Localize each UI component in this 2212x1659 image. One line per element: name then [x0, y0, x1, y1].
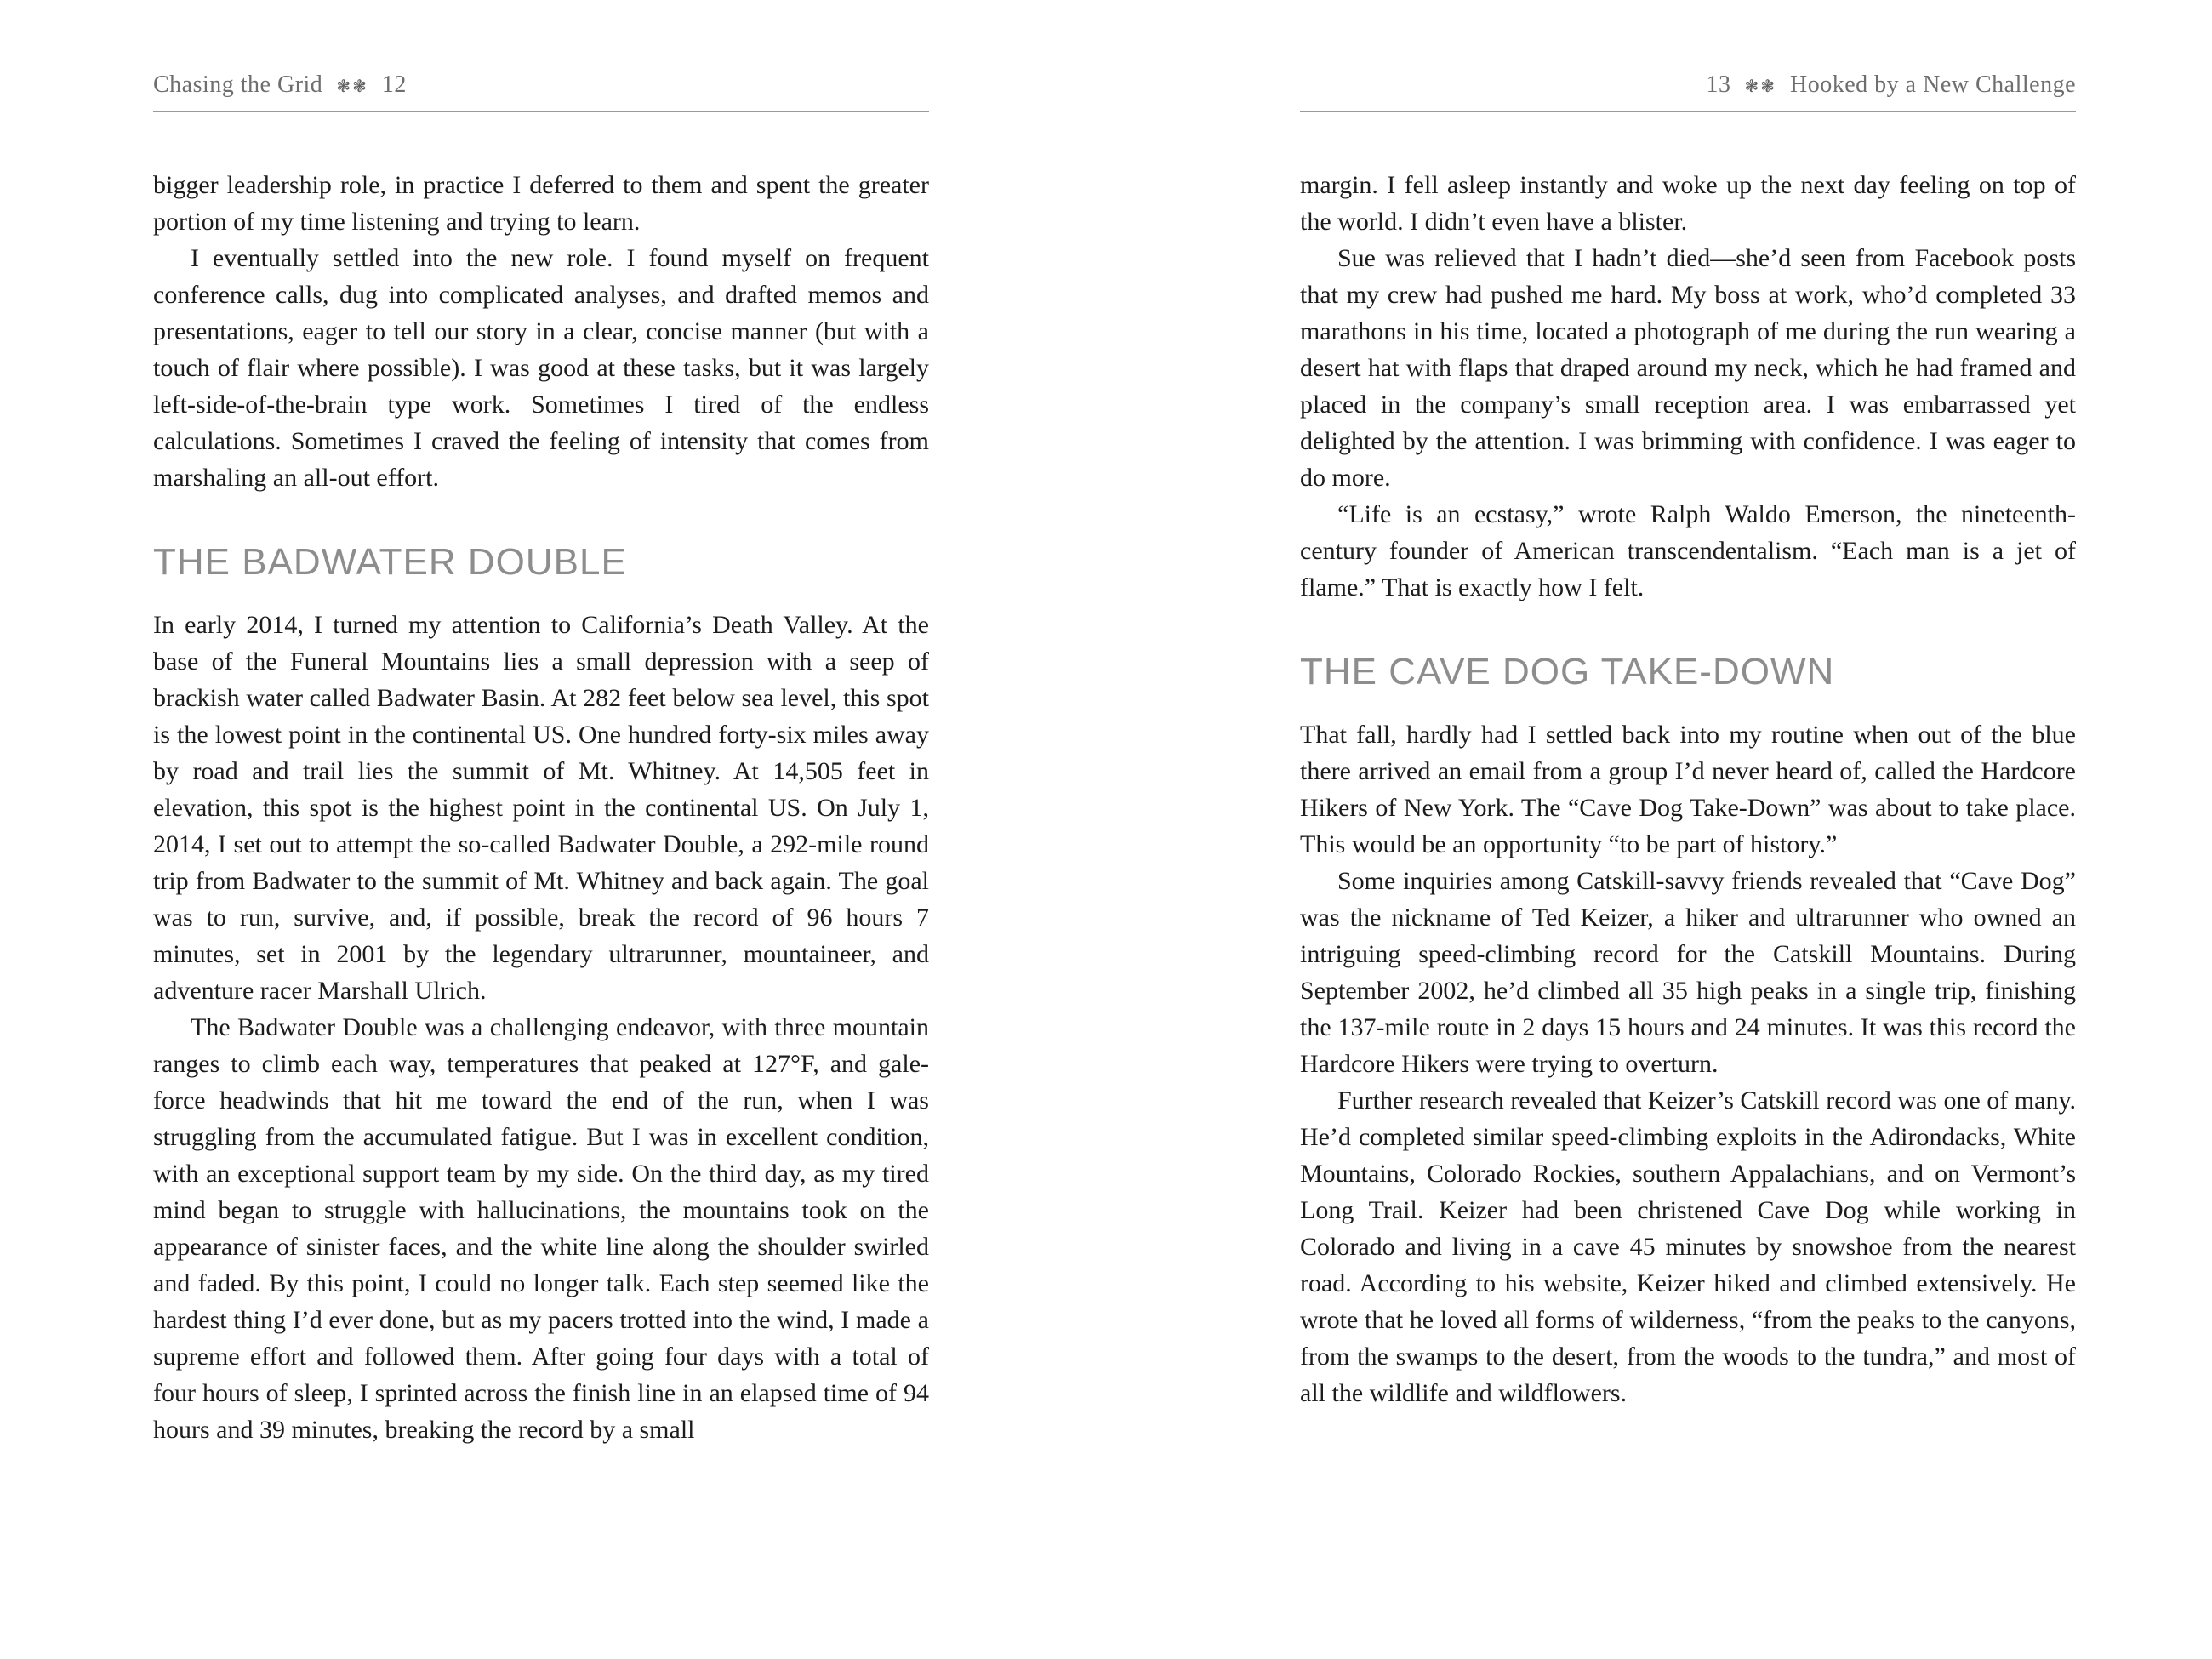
paragraph: margin. I fell asleep instantly and woke up the next day feeling on top of the world. I didn’t even have a blister. [1300, 171, 2076, 236]
book-title: Chasing the Grid [153, 71, 323, 98]
paragraph: The Badwater Double was a challenging endeavor, with three mountain ranges to climb each way, temperatures that peaked at 127°F, and gale-force headwinds that hit me toward the end of the run, when I was struggling from the accumulated fatigue. But I was in excellent condition, with an exceptional support team by my side. On the third day, as my tired mind began to struggle with hallucinations, the mountains took on the appearance of sinister faces, and the white line along the shoulder swirled and faded. By this point, I could no longer talk. Each step seemed like the hardest thing I’d ever done, but as my pacers trotted into the wind, I made a supreme effort and followed them. After going four days with a total of four hours of sleep, I sprinted across the finish line in an elapsed time of 94 hours and 39 minutes, breaking the record by a small [153, 1013, 929, 1444]
paragraph: Sue was relieved that I hadn’t died—she’d seen from Facebook posts that my crew had pushed me hard. My boss at work, who’d completed 33 marathons in his time, located a photograph of me during the run wearing a desert hat with flaps that draped around my neck, which he had framed and placed in the company’s small reception area. I was embarrassed yet delighted by the attention. I was brimming with confidence. I was eager to do more. [1300, 244, 2076, 492]
page-right [1300, 71, 2076, 1411]
header-rule [153, 111, 929, 112]
paragraph: In early 2014, I turned my attention to California’s Death Valley. At the base of the Funeral Mountains lies a small depression with a seep of brackish water called Badwater Basin. At 282 feet below sea level, this spot is the lowest point in the continental US. One hundred forty-six miles away by road and trail lies the summit of Mt. Whitney. At 14,505 feet in elevation, this spot is the highest point in the continental US. On July 1, 2014, I set out to attempt the so-called Badwater Double, a 292-mile round trip from Badwater to the summit of Mt. Whitney and back again. The goal was to run, survive, and, if possible, break the record of 96 hours 7 minutes, set in 2001 by the legendary ultrarunner, mountaineer, and adventure racer Marshall Ulrich. [153, 611, 929, 1005]
ornament-icon: ❃❃ [336, 77, 368, 96]
paragraph: That fall, hardly had I settled back into my routine when out of the blue there arrived an email from a group I’d never heard of, called the Hardcore Hikers of New York. The “Cave Dog Take-Down” was about to take place. This would be an opportunity “to be part of history.” [1300, 721, 2076, 858]
page-left [153, 71, 929, 1448]
paragraph: Further research revealed that Keizer’s Catskill record was one of many. He’d completed similar speed-climbing exploits in the Adirondacks, White Mountains, Colorado Rockies, southern Appalachians, and on Vermont’s Long Trail. Keizer had been christened Cave Dog while working in Colorado and living in a cave 45 minutes by snowshoe from the nearest road. According to his website, Keizer hiked and climbed extensively. He wrote that he loved all forms of wilderness, “from the peaks to the canyons, from the swamps to the desert, from the woods to the tundra,” and most of all the wildlife and wildflowers. [1300, 1086, 2076, 1407]
section-heading-badwater-double: THE BADWATER DOUBLE [153, 541, 627, 583]
page-header-right [1300, 71, 2076, 100]
page-number: 12 [381, 71, 407, 98]
section-heading-cave-dog-take-down: THE CAVE DOG TAKE-DOWN [1300, 651, 1835, 693]
page-body-left [153, 167, 929, 1448]
header-rule [1300, 111, 2076, 112]
page-body-right [1300, 167, 2076, 1411]
page-number: 13 [1706, 71, 1731, 98]
ornament-icon: ❃❃ [1744, 77, 1777, 96]
paragraph: I eventually settled into the new role. I found myself on frequent conference calls, dug into complicated analyses, and drafted memos and presentations, eager to tell our story in a clear, concise manner (but with a touch of flair where possible). I was good at these tasks, but it was largely left-side-of-the-brain type work. Sometimes I tired of the endless calculations. Sometimes I craved the feeling of intensity that comes from marshaling an all-out effort. [153, 244, 929, 492]
paragraph: bigger leadership role, in practice I deferred to them and spent the greater portion of my time listening and trying to learn. [153, 171, 929, 236]
page-header-left [153, 71, 929, 100]
chapter-title: Hooked by a New Challenge [1790, 71, 2076, 98]
paragraph: Some inquiries among Catskill-savvy friends revealed that “Cave Dog” was the nickname of Ted Keizer, a hiker and ultrarunner who owned an intriguing speed-climbing record for the Catskill Mountains. During September 2002, he’d climbed all 35 high peaks in a single trip, finishing the 137-mile route in 2 days 15 hours and 24 minutes. It was this record the Hardcore Hikers were trying to overturn. [1300, 867, 2076, 1078]
paragraph: “Life is an ecstasy,” wrote Ralph Waldo Emerson, the nineteenth-century founder of American transcendentalism. “Each man is a jet of flame.” That is exactly how I felt. [1300, 500, 2076, 601]
